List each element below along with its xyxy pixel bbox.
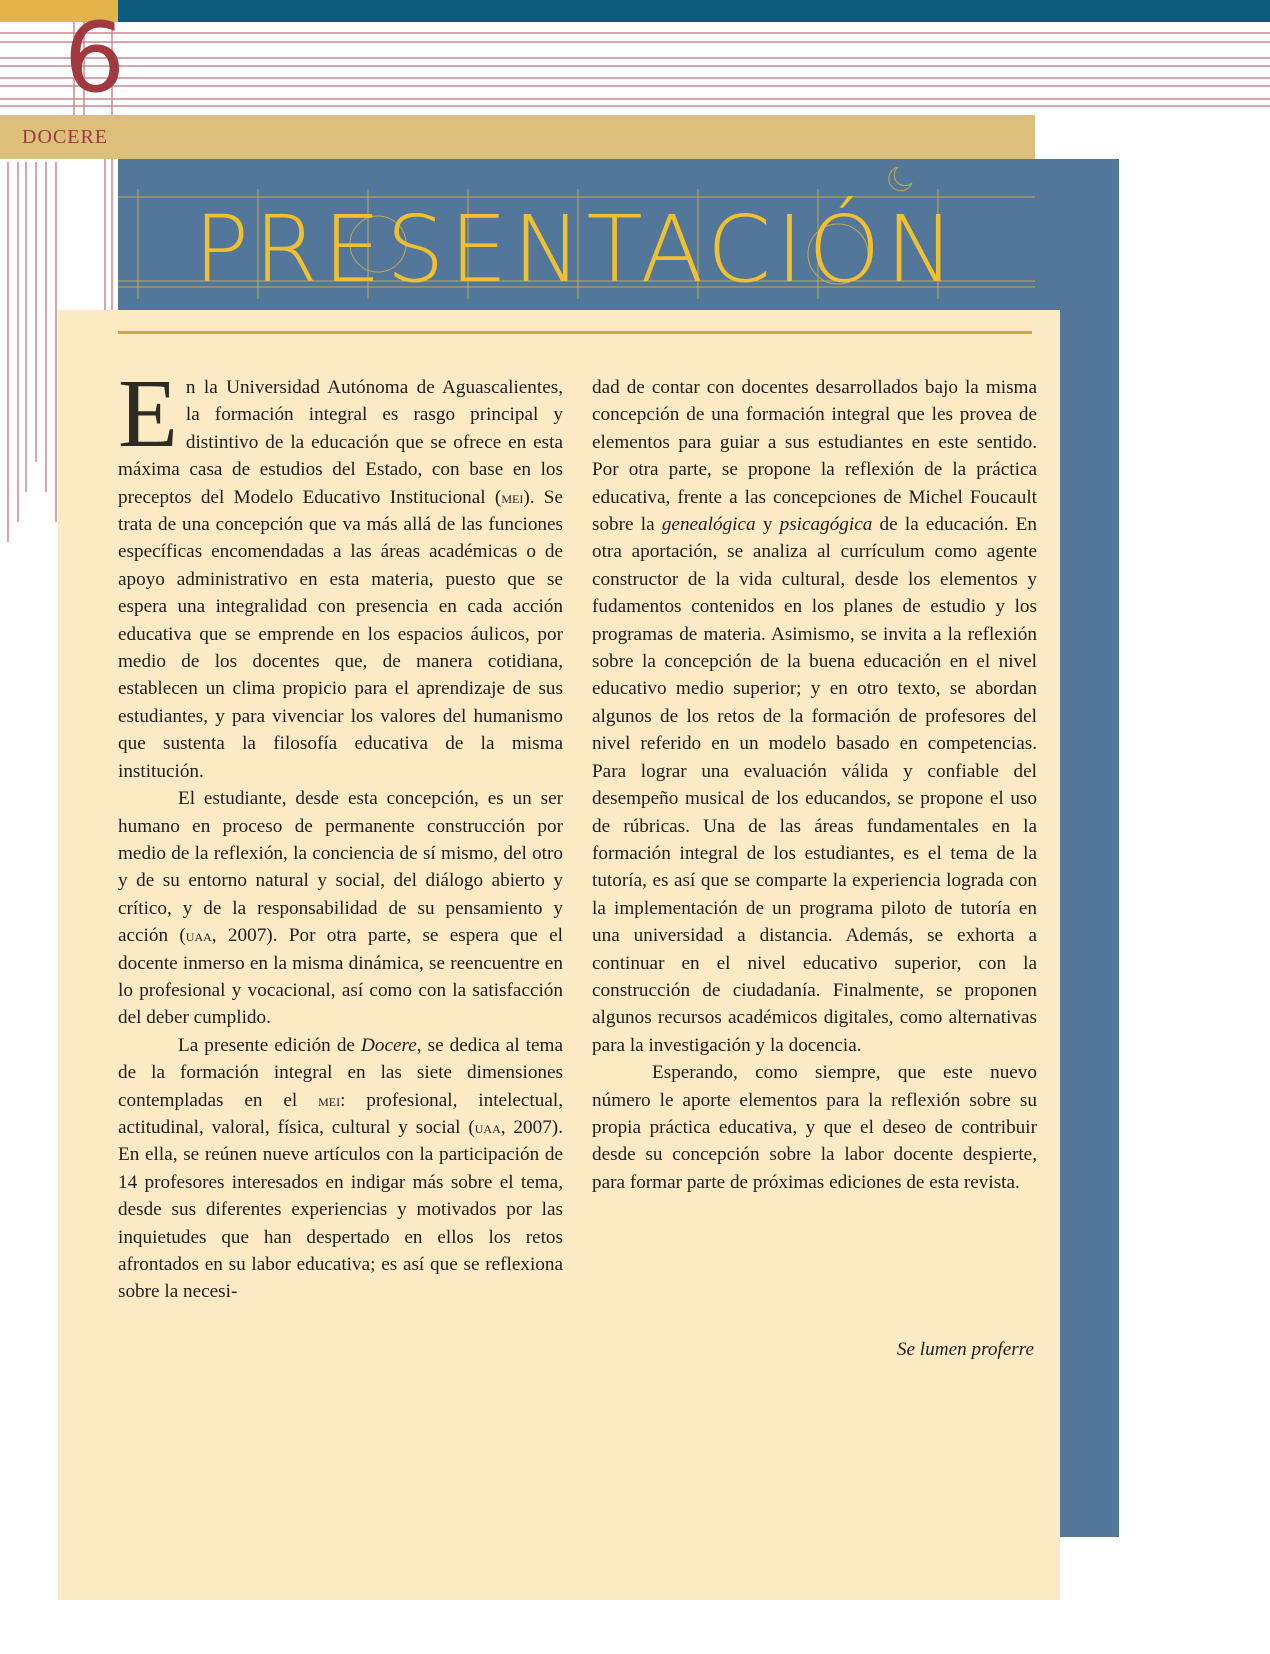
title-banner	[118, 159, 1035, 310]
article-column-right	[592, 374, 1037, 1196]
paragraph-1: En la Universidad Autónoma de Aguascalientes, la formación integral es rasgo principal y distintivo de la educación que se ofrece en esta máxima casa de estudios del Estado, con base en los preceptos del Modelo Educativo Institucional (mei). Se trata de una concepción que va más allá de las funciones específicas encomendadas a las áreas académicas o de apoyo administrativo en esta materia, puesto que se espera una integralidad con presencia en cada acción educativa que se emprende en los espacios áulicos, por medio de los docentes que, de manera cotidiana, establecen un clima propicio para el aprendizaje de sus estudiantes, y para vivenciar los valores del humanismo que sustenta la filosofía educativa de la misma institución.	[118, 360, 563, 782]
paragraph-4: Esperando, como siempre, que este nuevo número le aporte elementos para la reflexión sobre su propia práctica educativa, y que el deseo de contribuir desde su concepción sobre la labor docente despierte, para formar parte de próximas ediciones de esta revista.	[592, 1062, 1037, 1193]
article-column-left	[118, 360, 563, 1306]
paragraph-2: El estudiante, desde esta concepción, es un ser humano en proceso de permanente construcción por medio de la reflexión, la conciencia de sí mismo, del otro y de su entorno natural y social, del diálogo abierto y crítico, y de la responsabilidad de su pensamiento y acción (uaa, 2007). Por otra parte, se espera que el docente inmerso en la misma dinámica, se reencuentre en lo profesional y vocacional, así como con la satisfacción del deber cumplido.	[118, 788, 563, 1029]
paragraph-3-start: La presente edición de Docere, se dedica al tema de la formación integral en las siete dimensiones contempladas en el mei: profesional, intelectual, actitudinal, valoral, física, cultural y social (uaa, 2007). En ella, se reúnen nueve artículos con la participación de 14 profesores interesados en indigar más sobre el tema, desde sus diferentes experiencias y motivados por las inquietudes que han despertado en ellos los retos afrontados en su labor educativa; es así que se reflexiona sobre la necesi-	[118, 1034, 563, 1303]
motto-signoff: Se lumen proferre	[896, 1339, 1034, 1360]
page-title: PRESENTACIÓN	[193, 196, 960, 303]
abbreviation: mei	[501, 486, 524, 507]
journal-name: Docere	[361, 1034, 417, 1056]
page-number: 6	[64, 2, 126, 114]
abbreviation: uaa	[185, 925, 212, 946]
drop-cap: E	[118, 360, 178, 468]
running-head-band	[0, 115, 1035, 159]
title-rule	[118, 331, 1032, 334]
abbreviation: mei	[318, 1089, 341, 1110]
top-blue-bar	[118, 0, 1270, 22]
abbreviation: uaa	[474, 1116, 501, 1137]
running-head: DOCERE	[22, 126, 108, 148]
paragraph-3-continued: dad de contar con docentes desarrollados bajo la misma concepción de una formación integral que les provea de elementos para guiar a sus estudiantes en este sentido. Por otra parte, se propone la reflexión de la práctica educativa, frente a las concepciones de Michel Foucault sobre la genealógica y psicagógica de la educación. En otra aportación, se analiza al currículum como agente constructor de la vida cultural, desde los elementos y fudamentos contenidos en los planes de estudio y los programas de materia. Asimismo, se invita a la reflexión sobre la concepción de la buena educación en el nivel educativo medio superior; y en otro texto, se abordan algunos de los retos de la formación de profesores del nivel referido en un modelo basado en competencias. Para lograr una evaluación válida y confiable del desempeño musical de los educandos, se propone el uso de rúbricas. Una de las áreas fundamentales en la formación integral de los estudiantes, es el tema de la tutoría, es así que se comparte la experiencia lograda con la implementación de un programa piloto de tutoría en una universidad a distancia. Además, se exhorta a continuar en el nivel educativo superior, con la construcción de ciudadanía. Finalmente, se proponen algunos recursos académicos digitales, como alternativas para la investigación y la docencia.	[592, 377, 1037, 1056]
